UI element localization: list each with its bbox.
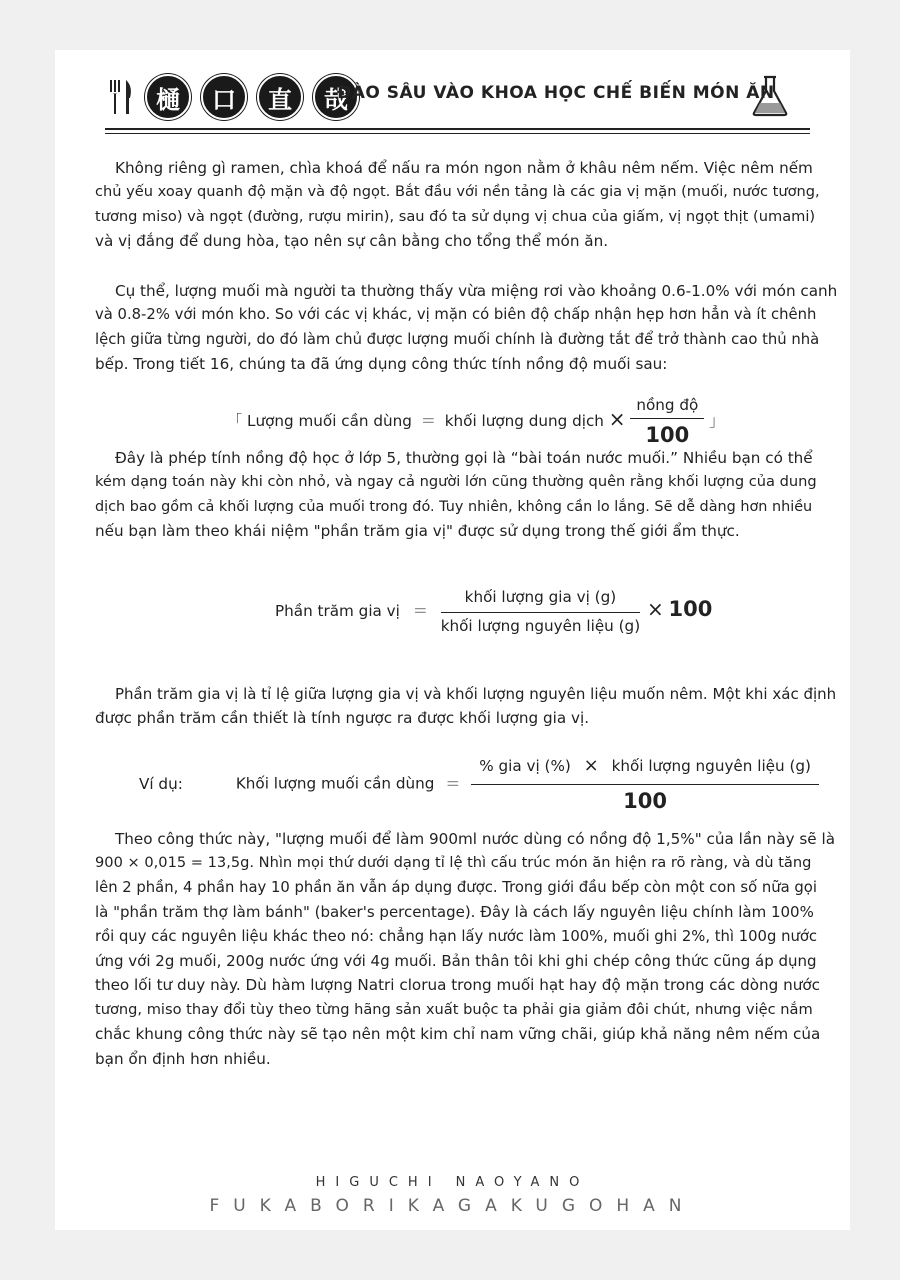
author-kanji	[145, 74, 359, 120]
kanji-3: 直	[257, 74, 303, 120]
text-line: và vị đắng để dung hòa, tạo nên sự cân bằng cho tổng thể món ăn.	[95, 232, 609, 251]
fork-knife-icon	[108, 80, 134, 114]
bracket-open: 「	[227, 412, 243, 430]
text-line: ứng với 2g muối, 200g nước ứng với 4g muối. Bản thân tôi khi ghi chép công thức cũng áp dụng	[95, 952, 817, 971]
formula-salt-concentration	[227, 396, 724, 447]
paragraph-2	[95, 279, 838, 377]
equals-sign: ＝	[412, 602, 428, 620]
example-label: Ví dụ:	[139, 774, 183, 793]
formula-mid: khối lượng dung dịch	[444, 412, 604, 430]
times-sign: ×	[646, 597, 664, 621]
kanji-2: 口	[201, 74, 247, 120]
text-line: Đây là phép tính nồng độ học ở lớp 5, thường gọi là “bài toán nước muối.” Nhiều bạn có thể	[115, 449, 813, 467]
text-line: Theo công thức này, "lượng muối để làm 900ml nước dùng có nồng độ 1,5%" của lần này sẽ là	[115, 830, 835, 848]
paragraph-5	[95, 827, 835, 1071]
equals-sign: ＝	[445, 774, 461, 793]
kanji-4: 哉	[313, 74, 359, 120]
paragraph-1	[95, 156, 820, 254]
page	[55, 50, 850, 1230]
header	[105, 70, 810, 122]
text-line: Cụ thể, lượng muối mà người ta thường thấy vừa miệng rơi vào khoảng 0.6-1.0% với món canh	[115, 282, 838, 300]
text-line: chắc khung công thức này sẽ tạo nên một kim chỉ nam vững chãi, giúp khả năng nêm nếm của	[95, 1025, 821, 1044]
fraction-denominator: khối lượng nguyên liệu (g)	[440, 617, 641, 635]
fraction-denominator: 100	[623, 789, 668, 813]
text-line: bếp. Trong tiết 16, chúng ta đã ứng dụng công thức tính nồng độ muối sau:	[95, 355, 668, 374]
footer-series: FUKABORIKAGAKUGOHAN	[209, 1196, 696, 1216]
equals-sign: ＝	[420, 412, 436, 430]
footer-author: HIGUCHI NAOYANO	[315, 1175, 590, 1190]
header-title: ĐÀO SÂU VÀO KHOA HỌC CHẾ BIẾN MÓN ĂN	[337, 83, 775, 103]
formula-left: Khối lượng muối cần dùng	[235, 774, 435, 793]
text-line: nếu bạn làm theo khái niệm "phần trăm gia vị" được sử dụng trong thế giới ẩm thực.	[95, 522, 740, 541]
paragraph-4	[95, 682, 837, 731]
fraction	[630, 396, 704, 447]
fraction-denominator: 100	[645, 423, 690, 447]
text-line: theo lối tư duy này. Dù hàm lượng Natri clorua trong muối hạt hay độ mặn trong các dòng nước	[95, 976, 821, 995]
text-line: lệch giữa từng người, do đó làm chủ được lượng muối chính là đường tắt để trở thành cao thủ nhà	[95, 330, 820, 348]
fraction-numerator: khối lượng gia vị (g)	[441, 588, 640, 613]
header-rule	[105, 128, 810, 130]
fraction	[471, 755, 819, 813]
formula-seasoning-percentage	[275, 588, 712, 635]
formula-example	[139, 755, 819, 813]
bracket-close: 」	[709, 412, 725, 430]
text-line: kém dạng toán này khi còn nhỏ, và ngay cả người lớn cũng thường quên rằng khối lượng của dung	[95, 473, 817, 491]
text-line: Không riêng gì ramen, chìa khoá để nấu ra món ngon nằm ở khâu nêm nếm. Việc nêm nếm	[115, 159, 813, 177]
formula-left: Lượng muối cần dùng	[247, 412, 412, 430]
text-line: được phần trăm cần thiết là tính ngược ra được khối lượng gia vị.	[95, 709, 590, 728]
numerator-part-b: khối lượng nguyên liệu (g)	[611, 757, 811, 775]
text-line: lên 2 phần, 4 phần hay 10 phần ăn vẫn áp dụng được. Trong giới đầu bếp còn một con số nữa gọi	[95, 878, 817, 896]
text-line: 900 × 0,015 = 13,5g. Nhìn mọi thứ dưới dạng tỉ lệ thì cấu trúc món ăn hiện ra rõ ràng, và dù tăng	[95, 854, 812, 872]
text-line: rồi quy các nguyên liệu khác theo nó: chẳng hạn lấy nước làm 100%, muối ghi 2%, thì 100g nước	[95, 927, 818, 945]
text-line: tương, miso thay đổi tùy theo từng hãng sản xuất buộc ta phải gia giảm đôi chút, nhưng việc nắm	[95, 1000, 813, 1018]
formula-left: Phần trăm gia vị	[275, 602, 400, 620]
factor: 100	[668, 597, 713, 621]
text-line: là "phần trăm thợ làm bánh" (baker's percentage). Đây là cách lấy nguyên liệu chính làm 100%	[95, 903, 814, 922]
text-line: bạn ổn định hơn nhiều.	[95, 1049, 271, 1068]
header-rule-thin	[105, 133, 810, 134]
text-line: dịch bao gồm cả khối lượng của muối trong đó. Tuy nhiên, không cần lo lắng. Sẽ dễ dàng hơn nhiều	[95, 498, 813, 515]
times-sign: ×	[608, 407, 626, 431]
paragraph-3	[95, 446, 820, 544]
text-line: Phần trăm gia vị là tỉ lệ giữa lượng gia vị và khối lượng nguyên liệu muốn nêm. Một khi xác định	[115, 685, 837, 703]
numerator-part-a: % gia vị (%)	[479, 757, 571, 775]
fraction-numerator: nồng độ	[630, 396, 704, 419]
flask-icon	[750, 75, 790, 117]
text-line: và 0.8-2% với món kho. So với các vị khác, vị mặn có biên độ chấp nhận hẹp hơn hẳn và ít chênh	[95, 306, 817, 324]
fraction	[441, 588, 640, 635]
text-line: chủ yếu xoay quanh độ mặn và độ ngọt. Bắt đầu với nền tảng là các gia vị mặn (muối, nước tương,	[95, 183, 820, 201]
fraction-numerator	[471, 755, 819, 785]
kanji-1: 樋	[145, 74, 191, 120]
text-line: tương miso) và ngọt (đường, rượu mirin), sau đó ta sử dụng vị chua của giấm, vị ngọt thịt (umami)	[95, 207, 816, 225]
times-sign: ×	[583, 755, 599, 776]
